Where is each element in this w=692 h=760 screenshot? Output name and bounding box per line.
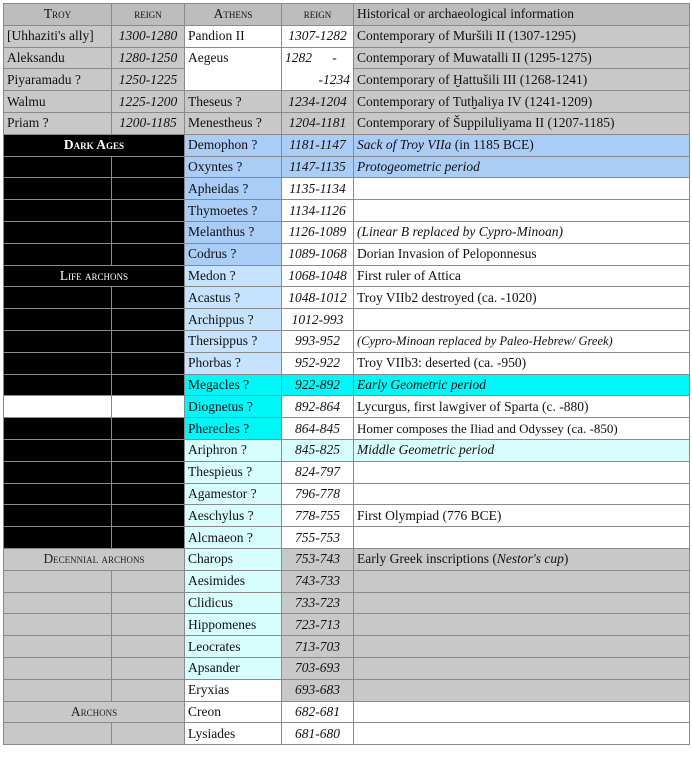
athens-king: Charops bbox=[185, 548, 282, 570]
empty-cell bbox=[4, 221, 112, 243]
table-row bbox=[4, 461, 690, 483]
athens-king: Megacles ? bbox=[185, 374, 282, 396]
empty-cell bbox=[112, 505, 185, 527]
table-row bbox=[4, 592, 690, 614]
info-cell bbox=[354, 701, 690, 723]
athens-king: Aeschylus ? bbox=[185, 505, 282, 527]
table-row bbox=[4, 287, 690, 309]
header-troy-reign: reign bbox=[112, 4, 185, 26]
athens-reign: 1089-1068 bbox=[282, 243, 354, 265]
info-tail: (in 1185 BCE) bbox=[451, 137, 534, 153]
empty-cell bbox=[112, 679, 185, 701]
info-cell bbox=[354, 570, 690, 592]
empty-cell bbox=[112, 330, 185, 352]
table-row bbox=[4, 505, 690, 527]
athens-reign: 1181-1147 bbox=[282, 134, 354, 156]
troy-king: Piyaramadu ? bbox=[4, 69, 112, 91]
info-cell bbox=[354, 592, 690, 614]
info-cell: Homer composes the Iliad and Odyssey (ca. -850) bbox=[354, 418, 690, 440]
empty-cell bbox=[4, 679, 112, 701]
athens-reign: 1147-1135 bbox=[282, 156, 354, 178]
table-row bbox=[4, 570, 690, 592]
era-archons: Archons bbox=[4, 701, 185, 723]
athens-reign: 845-825 bbox=[282, 439, 354, 461]
info-cell bbox=[354, 614, 690, 636]
troy-reign: 1225-1200 bbox=[112, 91, 185, 113]
athens-king: Lysiades bbox=[185, 723, 282, 745]
athens-reign: 755-753 bbox=[282, 527, 354, 549]
empty-cell bbox=[112, 483, 185, 505]
athens-king: Menestheus ? bbox=[185, 112, 282, 134]
info-cell: Troy VIIb3: deserted (ca. -950) bbox=[354, 352, 690, 374]
info-cell bbox=[354, 548, 690, 570]
table-row bbox=[4, 483, 690, 505]
table-row bbox=[4, 178, 690, 200]
info-italic: Nestor's cup bbox=[496, 551, 564, 567]
empty-cell bbox=[4, 418, 112, 440]
header-row bbox=[4, 4, 690, 26]
athens-king: Medon ? bbox=[185, 265, 282, 287]
athens-reign: 733-723 bbox=[282, 592, 354, 614]
empty-cell bbox=[4, 483, 112, 505]
athens-king: Archippus ? bbox=[185, 309, 282, 331]
table-row bbox=[4, 156, 690, 178]
table-row bbox=[4, 418, 690, 440]
empty-cell bbox=[4, 570, 112, 592]
athens-king: Thymoetes ? bbox=[185, 200, 282, 222]
table-row bbox=[4, 352, 690, 374]
info-cell: Contemporary of Muršili II (1307-1295) bbox=[354, 25, 690, 47]
athens-reign: 1234-1204 bbox=[282, 91, 354, 113]
info-cell: Troy VIIb2 destroyed (ca. -1020) bbox=[354, 287, 690, 309]
info-cell: (Cypro-Minoan replaced by Paleo-Hebrew/ Greek) bbox=[354, 330, 690, 352]
info-tail: ) bbox=[563, 551, 569, 567]
info-cell: Contemporary of Ḫattušili III (1268-1241) bbox=[354, 69, 690, 91]
info-italic: Sack of Troy VIIa bbox=[357, 137, 452, 153]
athens-reign: 713-703 bbox=[282, 636, 354, 658]
table-row bbox=[4, 330, 690, 352]
info-cell: (Linear B replaced by Cypro-Minoan) bbox=[354, 221, 690, 243]
empty-cell bbox=[4, 309, 112, 331]
empty-cell bbox=[4, 592, 112, 614]
athens-king: Codrus ? bbox=[185, 243, 282, 265]
athens-reign: 1282 - bbox=[282, 47, 354, 69]
table-row bbox=[4, 548, 690, 570]
athens-king: Apsander bbox=[185, 657, 282, 679]
empty-cell bbox=[112, 570, 185, 592]
empty-cell bbox=[4, 527, 112, 549]
info-cell bbox=[354, 483, 690, 505]
athens-reign: 952-922 bbox=[282, 352, 354, 374]
info-cell bbox=[354, 309, 690, 331]
table-row bbox=[4, 636, 690, 658]
athens-king: Apheidas ? bbox=[185, 178, 282, 200]
empty-cell bbox=[4, 156, 112, 178]
empty-cell bbox=[4, 636, 112, 658]
empty-cell bbox=[4, 374, 112, 396]
athens-reign: 1134-1126 bbox=[282, 200, 354, 222]
header-troy: Troy bbox=[4, 4, 112, 26]
era-decennial-archons: Decennial archons bbox=[4, 548, 185, 570]
header-info: Historical or archaeological information bbox=[354, 4, 690, 26]
info-cell: Contemporary of Tutḫaliya IV (1241-1209) bbox=[354, 91, 690, 113]
table-row bbox=[4, 679, 690, 701]
athens-reign: 922-892 bbox=[282, 374, 354, 396]
table-row bbox=[4, 265, 690, 287]
empty-cell bbox=[112, 592, 185, 614]
empty-cell bbox=[112, 178, 185, 200]
empty-cell bbox=[4, 461, 112, 483]
empty-cell bbox=[112, 156, 185, 178]
empty-cell bbox=[4, 352, 112, 374]
table-row bbox=[4, 657, 690, 679]
athens-king: Leocrates bbox=[185, 636, 282, 658]
info-cell: Lycurgus, first lawgiver of Sparta (c. -880) bbox=[354, 396, 690, 418]
table-row bbox=[4, 134, 690, 156]
table-row bbox=[4, 221, 690, 243]
table-row bbox=[4, 527, 690, 549]
troy-reign: 1200-1185 bbox=[112, 112, 185, 134]
info-cell bbox=[354, 200, 690, 222]
info-cell bbox=[354, 636, 690, 658]
athens-reign: 824-797 bbox=[282, 461, 354, 483]
empty-cell bbox=[112, 614, 185, 636]
table-row bbox=[4, 309, 690, 331]
info-cell bbox=[354, 178, 690, 200]
info-cell bbox=[354, 461, 690, 483]
header-athens: Athens bbox=[185, 4, 282, 26]
info-cell: Protogeometric period bbox=[354, 156, 690, 178]
table-row bbox=[4, 374, 690, 396]
empty-cell bbox=[112, 200, 185, 222]
info-cell bbox=[354, 134, 690, 156]
info-cell bbox=[354, 527, 690, 549]
empty-cell bbox=[4, 200, 112, 222]
athens-king: Thespieus ? bbox=[185, 461, 282, 483]
empty-cell bbox=[112, 374, 185, 396]
troy-reign: 1250-1225 bbox=[112, 69, 185, 91]
empty-cell bbox=[112, 636, 185, 658]
empty-cell bbox=[112, 396, 185, 418]
athens-king: Diognetus ? bbox=[185, 396, 282, 418]
athens-king: Aegeus bbox=[185, 47, 282, 91]
chronology-table bbox=[3, 3, 690, 745]
athens-reign: 681-680 bbox=[282, 723, 354, 745]
athens-reign: 682-681 bbox=[282, 701, 354, 723]
athens-reign: -1234 bbox=[282, 69, 354, 91]
troy-reign: 1300-1280 bbox=[112, 25, 185, 47]
table-row bbox=[4, 396, 690, 418]
table-row bbox=[4, 614, 690, 636]
athens-reign: 864-845 bbox=[282, 418, 354, 440]
athens-king: Melanthus ? bbox=[185, 221, 282, 243]
info-cell: Middle Geometric period bbox=[354, 439, 690, 461]
table-row bbox=[4, 69, 690, 91]
empty-cell bbox=[4, 330, 112, 352]
athens-king: Demophon ? bbox=[185, 134, 282, 156]
info-cell: Early Geometric period bbox=[354, 374, 690, 396]
athens-king: Phorbas ? bbox=[185, 352, 282, 374]
table-row bbox=[4, 723, 690, 745]
empty-cell bbox=[112, 527, 185, 549]
info-cell bbox=[354, 657, 690, 679]
athens-king: Aesimides bbox=[185, 570, 282, 592]
empty-cell bbox=[112, 221, 185, 243]
info-cell: Dorian Invasion of Peloponnesus bbox=[354, 243, 690, 265]
empty-cell bbox=[4, 287, 112, 309]
athens-king: Eryxias bbox=[185, 679, 282, 701]
empty-cell bbox=[112, 723, 185, 745]
athens-king: Clidicus bbox=[185, 592, 282, 614]
info-cell bbox=[354, 723, 690, 745]
empty-cell bbox=[112, 439, 185, 461]
athens-king: Creon bbox=[185, 701, 282, 723]
athens-reign: 993-952 bbox=[282, 330, 354, 352]
troy-king: Aleksandu bbox=[4, 47, 112, 69]
troy-king: Priam ? bbox=[4, 112, 112, 134]
athens-reign: 1068-1048 bbox=[282, 265, 354, 287]
info-cell: First Olympiad (776 BCE) bbox=[354, 505, 690, 527]
athens-reign: 1048-1012 bbox=[282, 287, 354, 309]
athens-reign: 753-743 bbox=[282, 548, 354, 570]
athens-reign: 693-683 bbox=[282, 679, 354, 701]
empty-cell bbox=[112, 352, 185, 374]
athens-king: Ariphron ? bbox=[185, 439, 282, 461]
table-row bbox=[4, 200, 690, 222]
empty-cell bbox=[4, 396, 112, 418]
athens-reign: 723-713 bbox=[282, 614, 354, 636]
empty-cell bbox=[112, 287, 185, 309]
athens-king: Pandion II bbox=[185, 25, 282, 47]
athens-king: Acastus ? bbox=[185, 287, 282, 309]
troy-king: Walmu bbox=[4, 91, 112, 113]
era-life-archons: Life archons bbox=[4, 265, 185, 287]
info-text: Early Greek inscriptions ( bbox=[357, 551, 497, 567]
athens-reign: 743-733 bbox=[282, 570, 354, 592]
empty-cell bbox=[112, 418, 185, 440]
athens-king: Alcmaeon ? bbox=[185, 527, 282, 549]
athens-king: Agamestor ? bbox=[185, 483, 282, 505]
troy-king: [Uhhaziti's ally] bbox=[4, 25, 112, 47]
athens-reign: 703-693 bbox=[282, 657, 354, 679]
athens-reign: 1012-993 bbox=[282, 309, 354, 331]
empty-cell bbox=[4, 657, 112, 679]
athens-king: Thersippus ? bbox=[185, 330, 282, 352]
empty-cell bbox=[4, 439, 112, 461]
info-cell bbox=[354, 679, 690, 701]
era-dark-ages: Dark Ages bbox=[4, 134, 185, 156]
empty-cell bbox=[4, 505, 112, 527]
table-row bbox=[4, 112, 690, 134]
info-cell: Contemporary of Šuppiluliyama II (1207-1185) bbox=[354, 112, 690, 134]
table-row bbox=[4, 25, 690, 47]
athens-king: Pherecles ? bbox=[185, 418, 282, 440]
table-row bbox=[4, 47, 690, 69]
athens-reign: 1126-1089 bbox=[282, 221, 354, 243]
header-athens-reign: reign bbox=[282, 4, 354, 26]
table-row bbox=[4, 439, 690, 461]
empty-cell bbox=[4, 178, 112, 200]
empty-cell bbox=[112, 309, 185, 331]
empty-cell bbox=[4, 723, 112, 745]
table-row bbox=[4, 701, 690, 723]
empty-cell bbox=[112, 461, 185, 483]
athens-king: Oxyntes ? bbox=[185, 156, 282, 178]
athens-reign: 892-864 bbox=[282, 396, 354, 418]
athens-king: Theseus ? bbox=[185, 91, 282, 113]
athens-reign: 796-778 bbox=[282, 483, 354, 505]
table-row bbox=[4, 243, 690, 265]
athens-king: Hippomenes bbox=[185, 614, 282, 636]
athens-reign: 1307-1282 bbox=[282, 25, 354, 47]
info-cell: First ruler of Attica bbox=[354, 265, 690, 287]
athens-reign: 778-755 bbox=[282, 505, 354, 527]
athens-reign: 1204-1181 bbox=[282, 112, 354, 134]
empty-cell bbox=[4, 243, 112, 265]
table-row bbox=[4, 91, 690, 113]
empty-cell bbox=[112, 243, 185, 265]
info-cell: Contemporary of Muwatalli II (1295-1275) bbox=[354, 47, 690, 69]
athens-reign: 1135-1134 bbox=[282, 178, 354, 200]
empty-cell bbox=[112, 657, 185, 679]
troy-reign: 1280-1250 bbox=[112, 47, 185, 69]
empty-cell bbox=[4, 614, 112, 636]
